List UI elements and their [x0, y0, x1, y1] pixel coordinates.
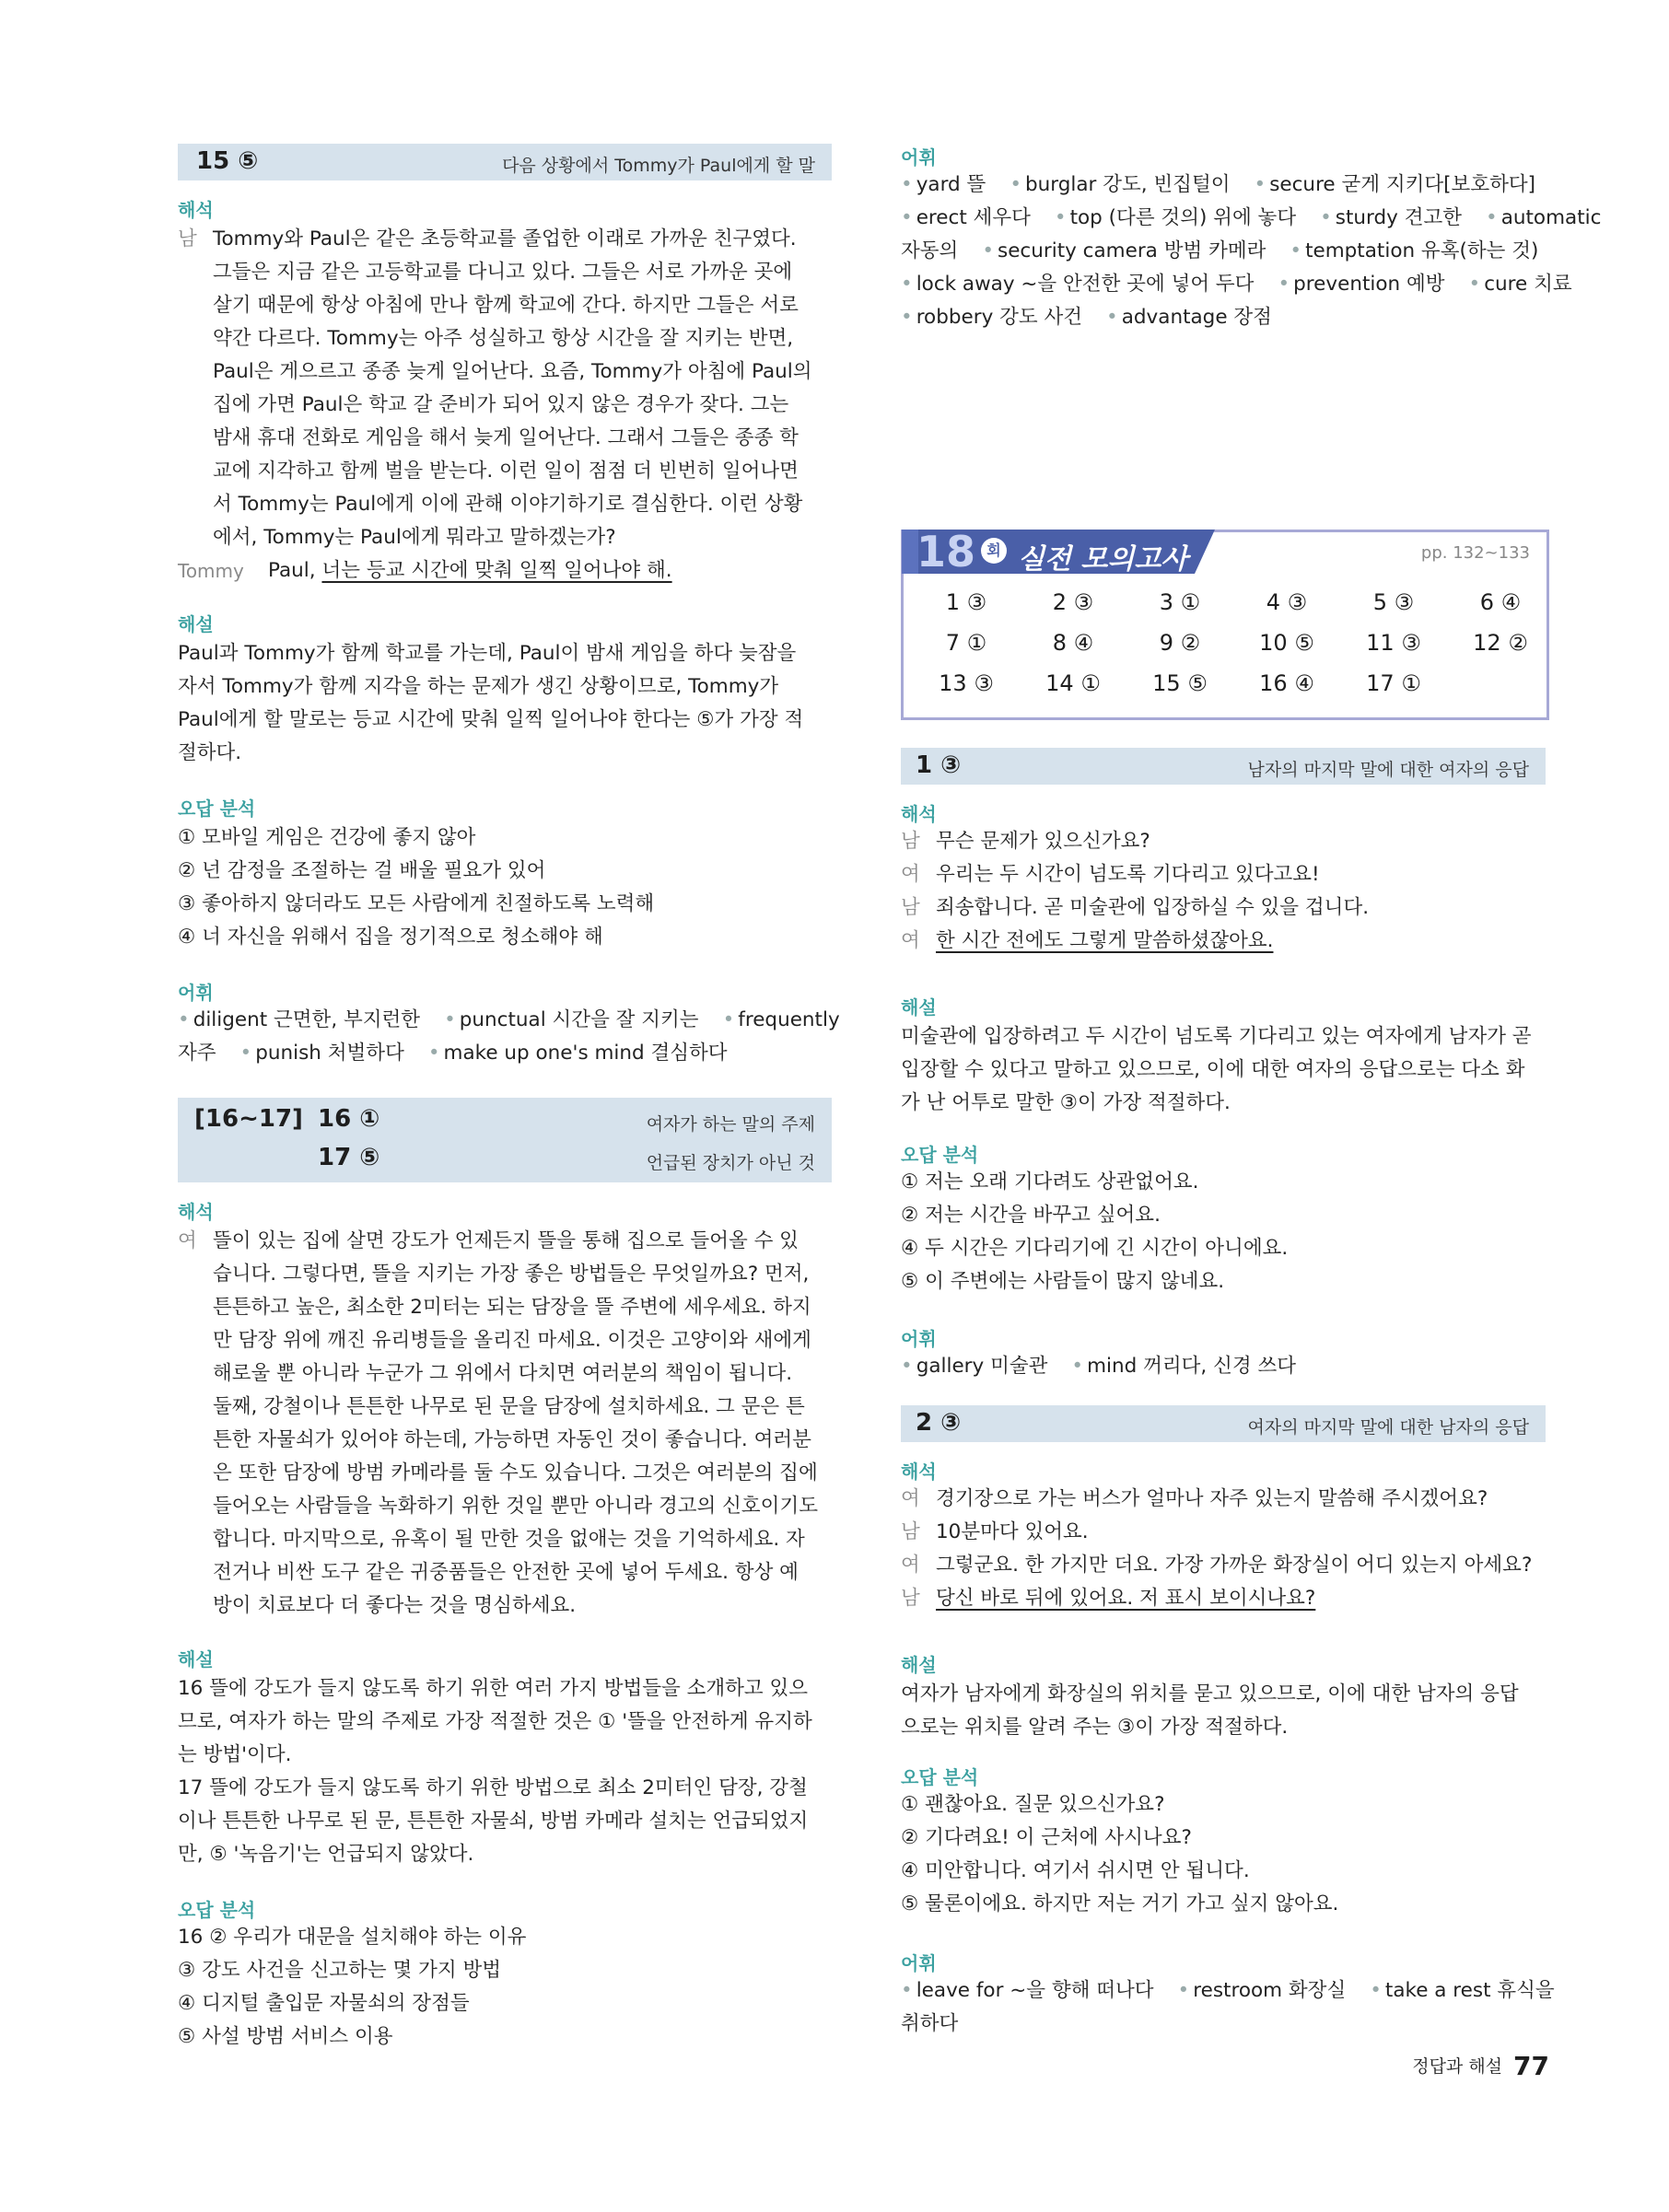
explanation-line: Paul과 Tommy가 함께 학교를 가는데, Paul이 밤새 게임을 하다 늦잠을	[178, 642, 797, 665]
translation-line: 전거나 비싼 도구 같은 귀중품들은 안전한 곳에 넣어 두세요. 항상 예	[213, 1561, 799, 1584]
vocab-line	[901, 301, 1546, 334]
translation-line: 교에 지각하고 함께 벌을 받는다. 이런 일이 점점 더 빈번히 일어나면	[213, 460, 799, 483]
explanation-line: 가 난 어투로 말한 ③이 가장 적절하다.	[901, 1091, 1231, 1114]
answer-key-item: 17 ①	[1366, 670, 1421, 696]
wrong-answer-item: ① 모바일 게임은 건강에 좋지 않아	[178, 826, 476, 849]
vocab-line	[901, 268, 1572, 301]
vocab-item: • prevention 예방	[1278, 273, 1445, 296]
vocab-item: • sturdy 견고한	[1320, 206, 1463, 229]
q1-translation-title: 해석	[901, 803, 937, 825]
explanation-line: 는 방법'이다.	[178, 1743, 292, 1766]
translation-line: 합니다. 마지막으로, 유혹이 될 만한 것을 없애는 것을 기억하세요. 자	[213, 1528, 805, 1551]
wrong-answer-item: 16 ② 우리가 대문을 설치해야 하는 이유	[178, 1926, 527, 1949]
explanation-line: 므로, 여자가 하는 말의 주제로 가장 적절한 것은 ① '뜰을 안전하게 유지하	[178, 1710, 812, 1733]
wrong-answer-item: ① 괜찮아요. 질문 있으신가요?	[901, 1793, 1165, 1816]
translation-line: 밤새 휴대 전화로 게임을 해서 늦게 일어난다. 그래서 그들은 종종 학	[213, 426, 799, 449]
q1-number: 1 ③	[916, 751, 962, 779]
test-number: 18	[916, 527, 976, 576]
top-vocab-title: 어휘	[901, 146, 937, 169]
footer-label: 정답과 해설	[1412, 2056, 1503, 2077]
answer-key-item: 2 ③	[1052, 589, 1094, 615]
wrong-answer-item: ⑤ 사설 방범 서비스 이용	[178, 2025, 393, 2048]
q16-question-type: 여자가 하는 말의 주제	[646, 1114, 815, 1135]
vocab-item: • erect 세우다	[901, 206, 1031, 229]
answer-key-item: 6 ④	[1479, 589, 1522, 615]
vocab-item: • mind 꺼리다, 신경 쓰다	[1071, 1355, 1296, 1378]
vocab-item: • robbery 강도 사건	[901, 306, 1083, 329]
wrong-answer-item: ② 넌 감정을 조절하는 걸 배울 필요가 있어	[178, 859, 546, 882]
wrong-answer-item: ③ 강도 사건을 신고하는 몇 가지 방법	[178, 1959, 502, 1982]
explanation-line: 만, ⑤ '녹음기'는 언급되지 않았다.	[178, 1843, 474, 1866]
speaker-label: 여	[178, 1229, 197, 1252]
answer-key-item: 8 ④	[1052, 630, 1094, 656]
q2-explanation	[901, 1678, 1546, 1744]
vocab-item: • restroom 화장실	[1177, 1979, 1347, 2002]
translation-line: 둘째, 강철이나 튼튼한 나무로 된 문을 담장에 설치하세요. 그 문은 튼	[213, 1395, 805, 1418]
explanation-line: 입장할 수 있다고 말하고 있으므로, 이에 대한 여자의 응답으로는 다소 화	[901, 1058, 1525, 1081]
answer-key-item: 13 ③	[939, 670, 994, 696]
q16-17-explanation-title: 해설	[178, 1648, 214, 1671]
dialog-line: 남 무슨 문제가 있으신가요?	[901, 830, 1150, 853]
translation-line: Tommy와 Paul은 같은 초등학교를 졸업한 이래로 가까운 친구였다.	[213, 227, 797, 250]
translation-line: Paul은 게으르고 종종 늦게 일어난다. 요즘, Tommy가 아침에 Paul의	[213, 360, 812, 383]
q16-17-wrong-title: 오답 분석	[178, 1899, 256, 1921]
translation-line: 들어오는 사람들을 녹화하기 위한 것일 뿐만 아니라 경고의 신호이기도	[213, 1495, 818, 1518]
q15-wrong-title: 오답 분석	[178, 797, 256, 820]
translation-line: 습니다. 그렇다면, 뜰을 지키는 가장 좋은 방법들은 무엇일까요? 먼저,	[213, 1263, 810, 1286]
q16-17-header	[178, 1098, 832, 1182]
explanation-line: 17 뜰에 강도가 들지 않도록 하기 위한 방법으로 최소 2미터인 담장, 강철	[178, 1776, 808, 1799]
translation-line: 은 또한 담장에 방범 카메라를 둘 수도 있습니다. 그것은 여러분의 집에	[213, 1461, 818, 1484]
explanation-line: Paul에게 할 말로는 등교 시간에 맞춰 일찍 일어나야 한다는 ⑤가 가장 적	[178, 708, 804, 731]
answer-key-box	[901, 527, 1549, 720]
q2-dialog	[901, 1483, 1546, 1615]
wrong-answer-item: ⑤ 물론이에요. 하지만 저는 거기 가고 싶지 않아요.	[901, 1892, 1339, 1915]
q2-explanation-title: 해설	[901, 1654, 937, 1676]
q15-question-type: 다음 상황에서 Tommy가 Paul에게 할 말	[502, 156, 815, 176]
vocab-item: • lock away ~을 안전한 곳에 넣어 두다	[901, 273, 1255, 296]
q15-number: 15 ⑤	[196, 147, 259, 175]
speaker-label: Tommy	[178, 560, 244, 582]
q15-vocab	[178, 1004, 840, 1070]
page-footer	[1412, 2051, 1549, 2081]
dialog-line: 여 경기장으로 가는 버스가 얼마나 자주 있는지 말씀해 주시겠어요?	[901, 1487, 1488, 1510]
answer-key-item: 5 ③	[1372, 589, 1415, 615]
vocab-item: • punish 처벌하다	[239, 1042, 404, 1065]
q15-answer-prefix: Paul,	[268, 559, 322, 582]
translation-line: 뜰이 있는 집에 살면 강도가 언제든지 뜰을 통해 집으로 들어올 수 있	[213, 1229, 799, 1252]
vocab-item: • punctual 시간을 잘 지키는	[444, 1008, 699, 1031]
explanation-line: 여자가 남자에게 화장실의 위치를 묻고 있으므로, 이에 대한 남자의 응답	[901, 1682, 1519, 1706]
explanation-line: 16 뜰에 강도가 들지 않도록 하기 위한 여러 가지 방법들을 소개하고 있으	[178, 1677, 809, 1700]
answer-key-item: 10 ⑤	[1259, 630, 1314, 656]
answer-key-item: 15 ⑤	[1152, 670, 1208, 696]
wrong-answer-item: ④ 두 시간은 기다리기에 긴 시간이 아니에요.	[901, 1237, 1289, 1260]
q15-translation-title: 해석	[178, 199, 214, 221]
translation-line: 에서, Tommy는 Paul에게 뭐라고 말하겠는가?	[213, 526, 616, 549]
q2-translation-title: 해석	[901, 1461, 937, 1483]
vocab-line	[901, 169, 1546, 202]
q2-header	[901, 1405, 1546, 1442]
test-title: 실전 모의고사	[1018, 543, 1188, 576]
explanation-line: 미술관에 입장하려고 두 시간이 넘도록 기다리고 있는 여자에게 남자가 곧	[901, 1025, 1532, 1048]
vocab-line	[901, 235, 1546, 268]
q1-explanation-title: 해설	[901, 996, 937, 1019]
q1-header	[901, 748, 1546, 785]
dialog-line: 여 한 시간 전에도 그렇게 말씀하셨잖아요.	[901, 929, 1274, 952]
answer-key-item: 16 ④	[1259, 670, 1314, 696]
explanation-line: 으로는 위치를 알려 주는 ③이 가장 적절하다.	[901, 1716, 1289, 1739]
answer-key-item: 14 ①	[1045, 670, 1101, 696]
q2-vocab	[901, 1974, 1555, 2041]
q16-17-translation-body	[213, 1225, 832, 1623]
q16-17-translation	[178, 1225, 832, 1623]
q2-question-type: 여자의 마지막 말에 대한 남자의 응답	[1247, 1417, 1529, 1438]
q16-17-wrong-answers	[178, 1921, 832, 2054]
test-round-badge: 회	[981, 538, 1007, 564]
translation-line: 그들은 지금 같은 고등학교를 다니고 있다. 그들은 서로 가까운 곳에	[213, 261, 793, 284]
answer-key-item: 9 ②	[1159, 630, 1201, 656]
vocab-item: • cure 치료	[1468, 273, 1572, 296]
q16-17-explanation	[178, 1672, 832, 1871]
q1-wrong-title: 오답 분석	[901, 1144, 979, 1166]
speaker-label: 남	[178, 227, 197, 250]
vocab-item: • security camera 방범 카메라	[982, 239, 1266, 262]
explanation-line: 자서 Tommy가 함께 지각을 하는 문제가 생긴 상황이므로, Tommy가	[178, 675, 779, 698]
q16-17-range: [16~17]	[194, 1105, 303, 1133]
q15-header	[178, 144, 832, 180]
translation-line: 집에 가면 Paul은 학교 갈 준비가 되어 있지 않은 경우가 잦다. 그는	[213, 393, 789, 416]
translation-line: 튼한 자물쇠가 있어야 하는데, 가능하면 자동인 것이 좋습니다. 여러분	[213, 1428, 811, 1451]
vocab-item: • gallery 미술관	[901, 1355, 1048, 1378]
wrong-answer-item: ① 저는 오래 기다려도 상관없어요.	[901, 1170, 1199, 1193]
q15-vocab-title: 어휘	[178, 982, 214, 1004]
dialog-line: 남 죄송합니다. 곧 미술관에 입장하실 수 있을 겁니다.	[901, 896, 1370, 919]
answer-key-item: 1 ③	[945, 589, 987, 615]
wrong-answer-item: ④ 미안합니다. 여기서 쉬시면 안 됩니다.	[901, 1859, 1250, 1882]
vocab-item: • take a rest 휴식을	[1370, 1979, 1555, 2002]
translation-line: 약간 다르다. Tommy는 아주 성실하고 항상 시간을 잘 지키는 반면,	[213, 327, 794, 350]
translation-line: 살기 때문에 항상 아침에 만나 함께 학교에 간다. 하지만 그들은 서로	[213, 294, 799, 317]
test-pages: pp. 132~133	[1420, 543, 1530, 563]
q2-wrong-answers	[901, 1788, 1546, 1921]
q2-vocab-title: 어휘	[901, 1952, 937, 1974]
vocab-item: • top (다른 것의) 위에 놓다	[1054, 206, 1297, 229]
q2-number: 2 ③	[916, 1409, 962, 1437]
dialog-line: 남 당신 바로 뒤에 있어요. 저 표시 보이시나요?	[901, 1587, 1316, 1610]
q1-dialog	[901, 825, 1546, 958]
answer-key-item: 7 ①	[945, 630, 987, 656]
answer-key-item: 4 ③	[1266, 589, 1308, 615]
wrong-answer-item: ⑤ 이 주변에는 사람들이 많지 않네요.	[901, 1270, 1225, 1293]
wrong-answer-item: ② 저는 시간을 바꾸고 싶어요.	[901, 1204, 1161, 1227]
answer-key-item: 3 ①	[1159, 589, 1201, 615]
q15-answer-text: 너는 등교 시간에 맞춰 일찍 일어나야 해.	[321, 559, 672, 582]
dialog-line: 남 10분마다 있어요.	[901, 1520, 1089, 1543]
answer-key-item: 11 ③	[1366, 630, 1421, 656]
translation-line: 해로울 뿐 아니라 누군가 그 위에서 다치면 여러분의 책임이 됩니다.	[213, 1362, 793, 1385]
vocab-item: • diligent 근면한, 부지런한	[178, 1008, 421, 1031]
q1-vocab-title: 어휘	[901, 1328, 937, 1350]
q15-explanation-title: 해설	[178, 613, 214, 635]
translation-line: 방이 치료보다 더 좋다는 것을 명심하세요.	[213, 1594, 577, 1617]
q2-wrong-title: 오답 분석	[901, 1766, 979, 1788]
translation-line: 만 담장 위에 깨진 유리병들을 올리진 마세요. 이것은 고양이와 새에게	[213, 1329, 811, 1352]
vocab-line	[901, 202, 1602, 235]
q15-translation-body	[213, 223, 832, 554]
vocab-item: • leave for ~을 향해 떠나다	[901, 1979, 1154, 2002]
q15-translation	[178, 223, 832, 588]
explanation-line: 절하다.	[178, 741, 242, 764]
q1-vocab	[901, 1350, 1546, 1383]
q17-number: 17 ⑤	[318, 1144, 380, 1171]
vocab-item: • make up one's mind 결심하다	[427, 1042, 728, 1065]
q17-question-type: 언급된 장치가 아닌 것	[646, 1153, 815, 1173]
vocab-item: 자동의	[901, 239, 959, 262]
vocab-item: 자주	[178, 1042, 216, 1065]
wrong-answer-item: ③ 좋아하지 않더라도 모든 사람에게 친절하도록 노력해	[178, 892, 655, 915]
translation-line: 서 Tommy는 Paul에게 이에 관해 이야기하기로 결심한다. 이런 상황	[213, 493, 803, 516]
vocab-item: 취하다	[901, 2012, 959, 2035]
wrong-answer-item: ② 기다려요! 이 근처에 사시나요?	[901, 1826, 1192, 1849]
answer-key-item: 12 ②	[1473, 630, 1528, 656]
page-number: 77	[1513, 2051, 1549, 2081]
vocab-item: • burglar 강도, 빈집털이	[1010, 173, 1231, 196]
vocab-item: • yard 뜰	[901, 173, 986, 196]
dialog-line: 여 우리는 두 시간이 넘도록 기다리고 있다고요!	[901, 863, 1320, 886]
vocab-item: • advantage 장점	[1106, 306, 1272, 329]
q1-wrong-answers	[901, 1166, 1546, 1298]
q15-wrong-answers	[178, 821, 832, 954]
translation-line: 튼튼하고 높은, 최소한 2미터는 되는 담장을 뜰 주변에 세우세요. 하지	[213, 1296, 811, 1319]
vocab-item: • frequently	[722, 1008, 840, 1031]
wrong-answer-item: ④ 너 자신을 위해서 집을 정기적으로 청소해야 해	[178, 926, 603, 949]
q1-explanation	[901, 1020, 1546, 1120]
q16-17-translation-title: 해석	[178, 1201, 214, 1223]
q1-question-type: 남자의 마지막 말에 대한 여자의 응답	[1247, 760, 1529, 780]
q15-explanation	[178, 637, 832, 770]
vocab-item: • automatic	[1486, 206, 1602, 229]
vocab-item: • temptation 유혹(하는 것)	[1290, 239, 1539, 262]
top-vocab	[901, 169, 1602, 334]
wrong-answer-item: ④ 디지털 출입문 자물쇠의 장점들	[178, 1992, 470, 2015]
vocab-item: • secure 굳게 지키다[보호하다]	[1254, 173, 1536, 196]
explanation-line: 이나 튼튼한 나무로 된 문, 튼튼한 자물쇠, 방범 카메라 설치는 언급되었지	[178, 1810, 809, 1833]
dialog-line: 여 그렇군요. 한 가지만 더요. 가장 가까운 화장실이 어디 있는지 아세요?	[901, 1554, 1533, 1577]
q16-number: 16 ①	[318, 1105, 380, 1133]
